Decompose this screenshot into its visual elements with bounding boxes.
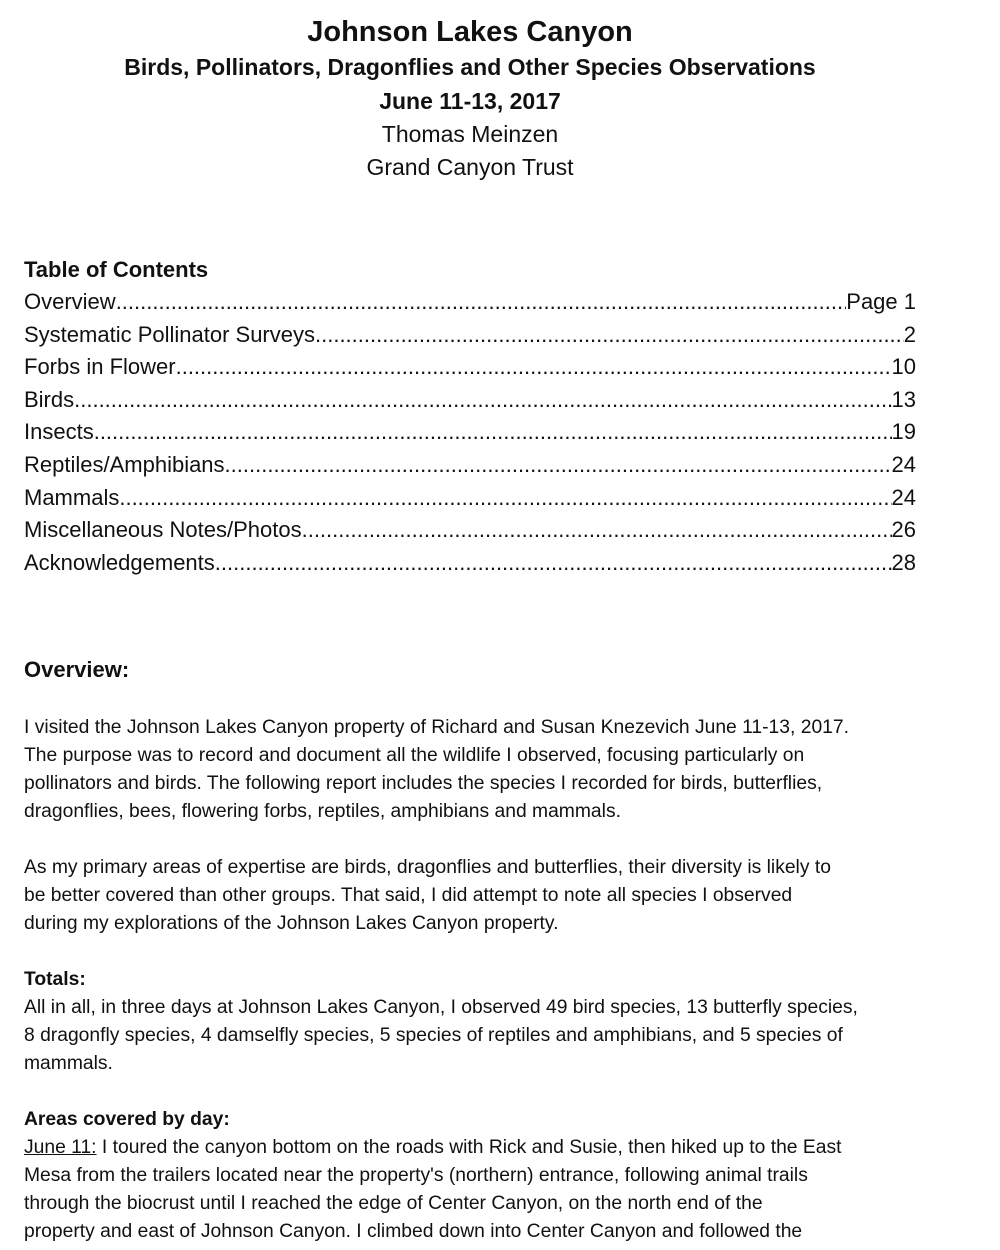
text-line: mammals.	[24, 1053, 113, 1074]
toc-dot-leader	[225, 449, 892, 482]
text-line: Mesa from the trailers located near the property's (northern) entrance, following animal trails	[24, 1165, 808, 1186]
totals-section	[24, 966, 924, 1078]
text-line: pollinators and birds. The following report includes the species I recorded for birds, butterflies,	[24, 773, 823, 794]
text-line: be better covered than other groups. That said, I did attempt to note all species I observed	[24, 885, 793, 906]
toc-item	[24, 547, 916, 580]
toc-dot-leader	[74, 384, 891, 417]
document-dates: June 11-13, 2017	[379, 88, 561, 114]
toc-item-label: Forbs in Flower	[24, 354, 176, 380]
toc-item	[24, 286, 916, 319]
overview-heading-block	[24, 655, 924, 685]
toc-item-label: Reptiles/Amphibians	[24, 451, 225, 477]
text-line: property and east of Johnson Canyon. I climbed down into Center Canyon and followed the	[24, 1221, 803, 1242]
text-line	[24, 1134, 924, 1162]
toc-item	[24, 384, 916, 417]
text-line: through the biocrust until I reached the edge of Center Canyon, on the north end of the	[24, 1193, 763, 1214]
toc-item-page: 13	[891, 386, 916, 412]
areas-heading: Areas covered by day:	[24, 1109, 230, 1130]
toc-item-page: 24	[891, 484, 916, 510]
toc-item	[24, 416, 916, 449]
toc-item-page: 28	[891, 549, 916, 575]
overview-paragraph-2	[24, 854, 924, 938]
toc-item-label: Overview	[24, 289, 116, 314]
toc-dot-leader	[119, 482, 891, 515]
toc-item	[24, 449, 916, 482]
toc-item-page: 24	[891, 451, 916, 477]
toc-dot-leader	[215, 547, 892, 580]
toc-item	[24, 351, 916, 384]
toc-item-page: 10	[891, 354, 916, 380]
areas-covered-section	[24, 1106, 924, 1246]
toc-item	[24, 319, 916, 352]
document-title: Johnson Lakes Canyon	[307, 16, 633, 48]
text-line: All in all, in three days at Johnson Lakes Canyon, I observed 49 bird species, 13 butterfly species,	[24, 997, 858, 1018]
overview-paragraph-1	[24, 714, 924, 826]
text-line: The purpose was to record and document all the wildlife I observed, focusing particularly on	[24, 745, 805, 766]
document-subtitle: Birds, Pollinators, Dragonflies and Other Species Observations	[124, 54, 816, 80]
document-author: Thomas Meinzen	[381, 121, 559, 147]
table-of-contents	[24, 255, 916, 579]
toc-item-label: Mammals	[24, 484, 120, 510]
toc-dot-leader	[116, 286, 847, 319]
toc-item-page: 26	[891, 517, 916, 543]
toc-item-label: Systematic Pollinator Surveys	[24, 321, 315, 347]
text-line: 8 dragonfly species, 4 damselfly species, 5 species of reptiles and amphibians, and 5 species of	[24, 1025, 843, 1046]
totals-heading: Totals:	[24, 969, 86, 990]
toc-item-label: Acknowledgements	[24, 549, 215, 575]
text-line: I visited the Johnson Lakes Canyon property of Richard and Susan Knezevich June 11-13, 2017.	[24, 717, 849, 738]
toc-dot-leader	[94, 416, 892, 449]
document-organization: Grand Canyon Trust	[366, 154, 574, 180]
toc-item-label: Insects	[24, 419, 94, 445]
toc-heading: Table of Contents	[24, 257, 209, 282]
document-header	[0, 14, 940, 184]
toc-list	[24, 286, 916, 579]
toc-dot-leader	[176, 351, 892, 384]
text-line: dragonflies, bees, flowering forbs, reptiles, amphibians and mammals.	[24, 801, 621, 822]
june-11-label: June 11:	[24, 1137, 97, 1158]
text-line: during my explorations of the Johnson Lakes Canyon property.	[24, 913, 559, 934]
overview-heading: Overview:	[24, 657, 130, 682]
toc-item-page: Page 1	[846, 289, 916, 314]
toc-item-page: 19	[891, 419, 916, 445]
june-11-text: I toured the canyon bottom on the roads with Rick and Susie, then hiked up to the East	[96, 1137, 842, 1158]
toc-item-label: Birds	[24, 386, 75, 412]
toc-item-page: 2	[903, 321, 916, 347]
toc-dot-leader	[315, 319, 904, 352]
toc-item	[24, 514, 916, 547]
toc-item	[24, 482, 916, 515]
toc-dot-leader	[302, 514, 892, 547]
toc-item-label: Miscellaneous Notes/Photos	[24, 517, 302, 543]
text-line: As my primary areas of expertise are birds, dragonflies and butterflies, their diversity is likely to	[24, 857, 831, 878]
